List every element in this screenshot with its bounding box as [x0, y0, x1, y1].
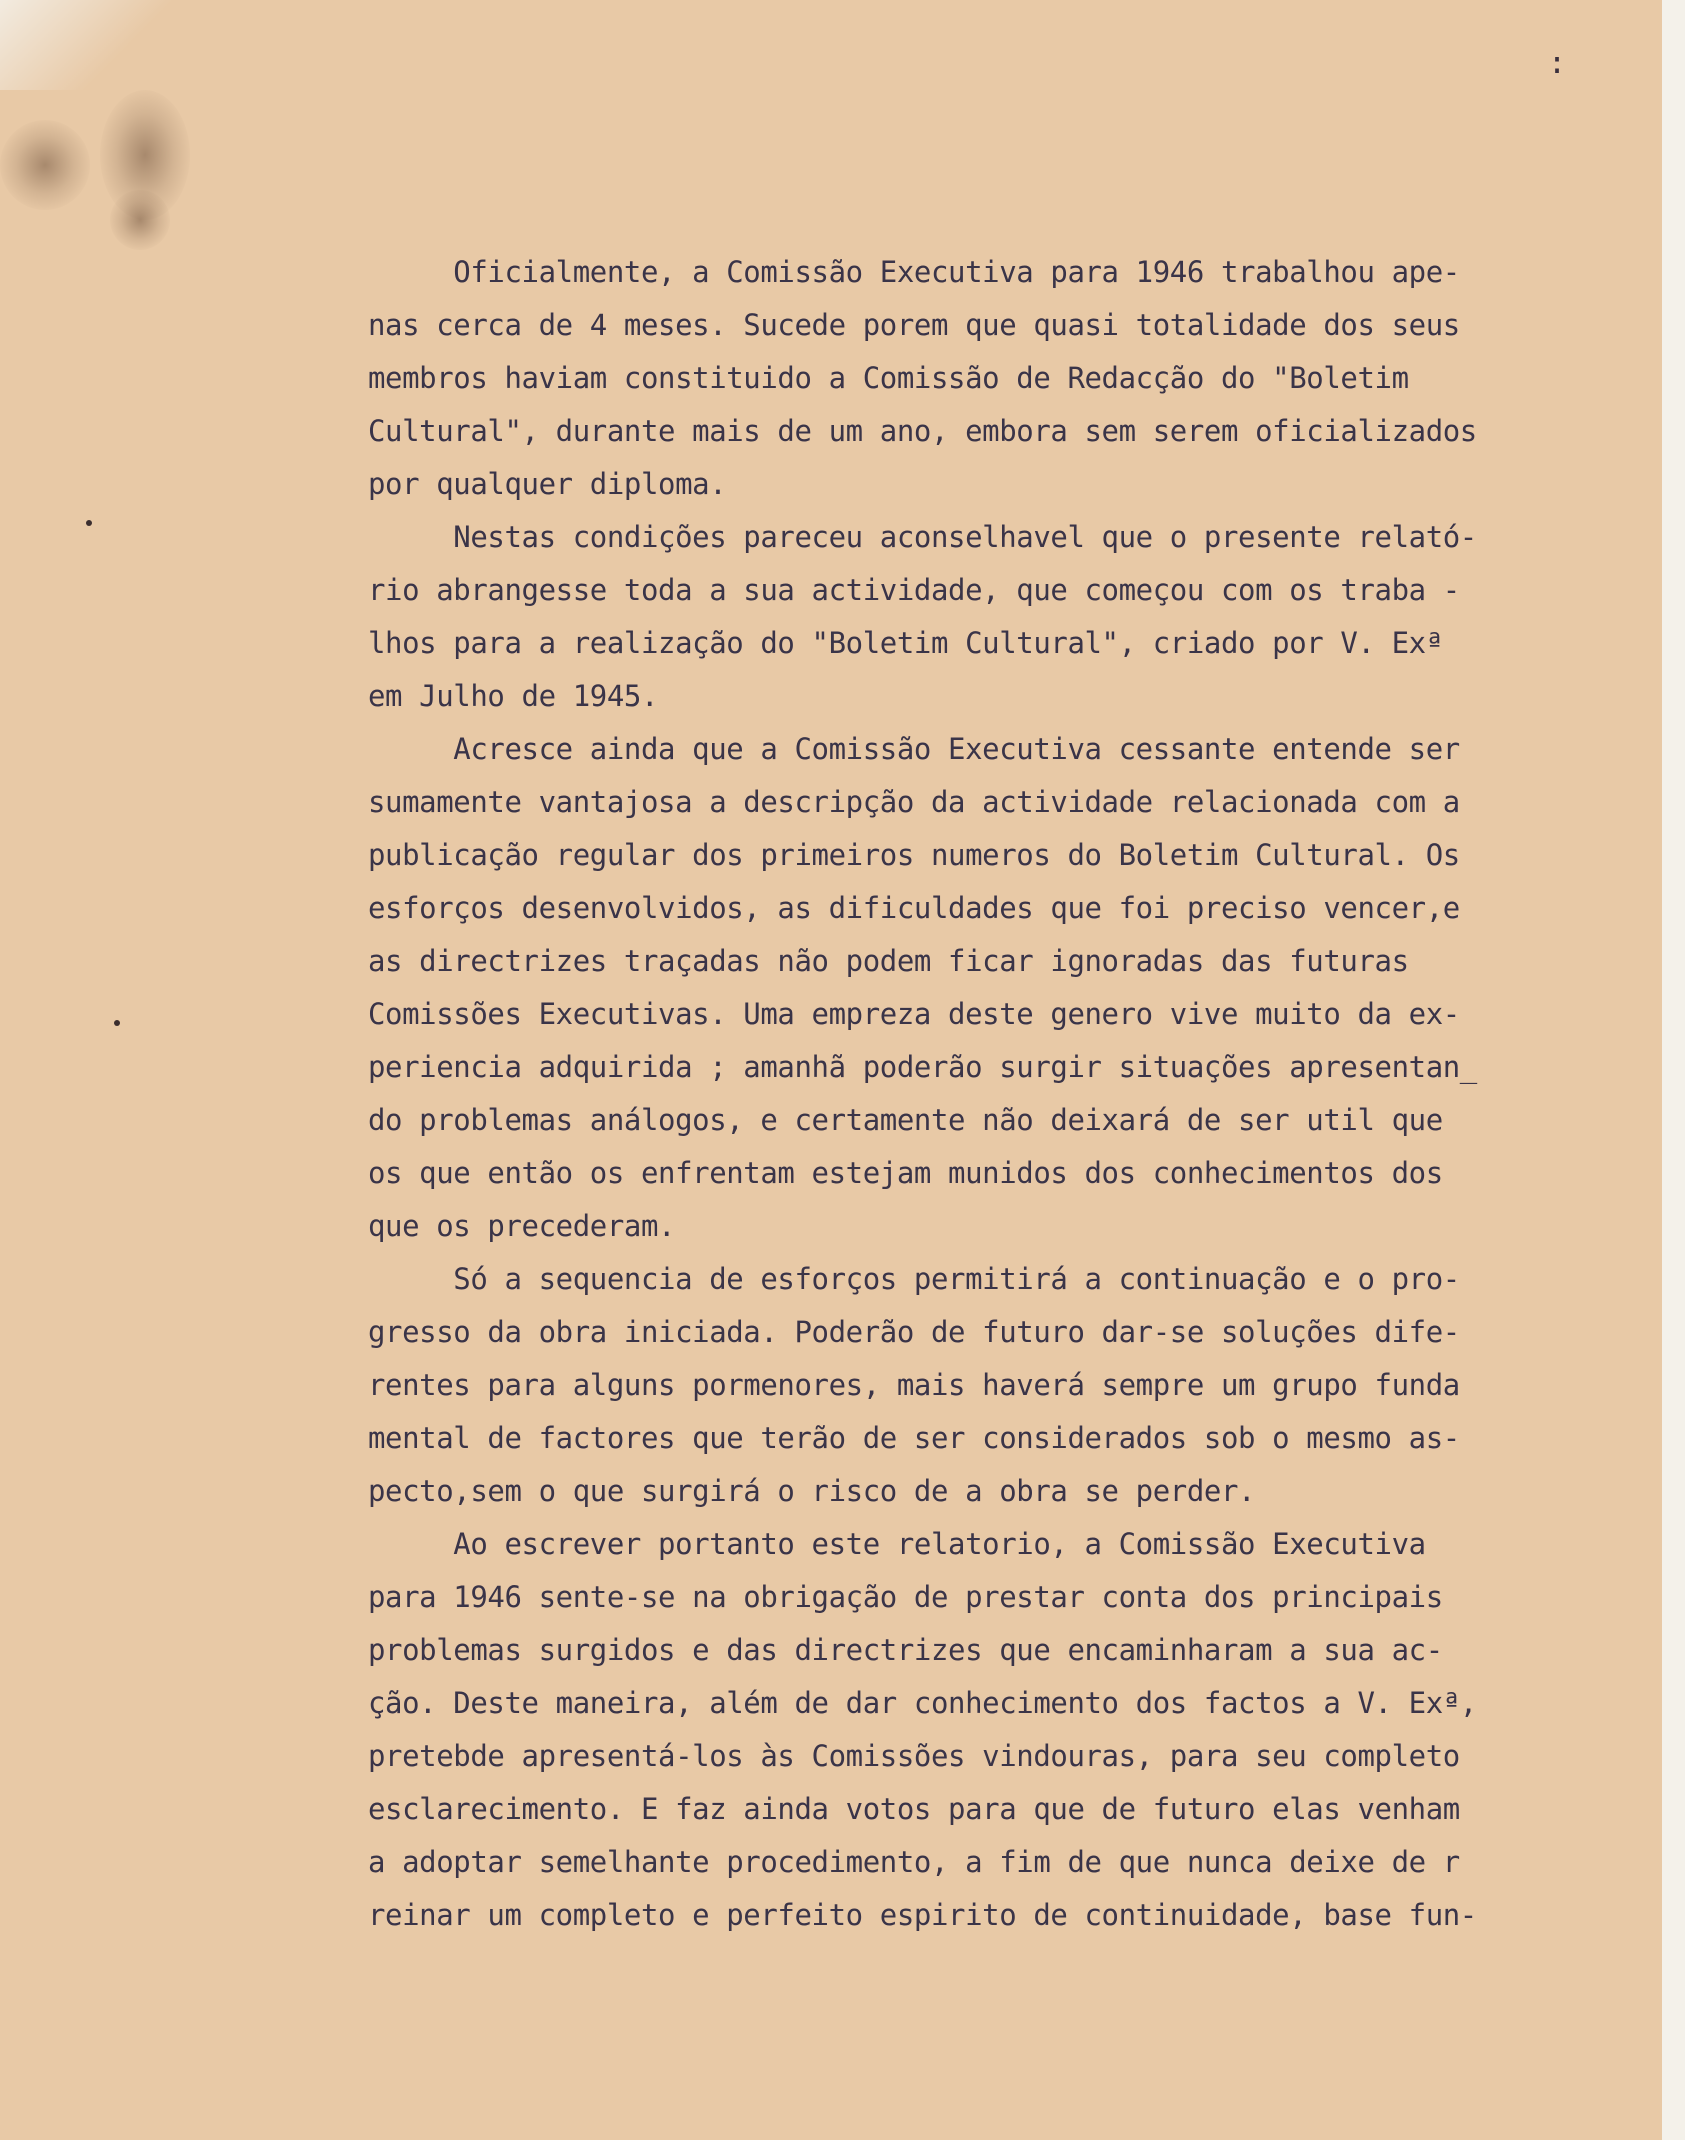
- text-line: Só a sequencia de esforços permitirá a continuação e o pro-: [368, 1262, 1460, 1296]
- text-line: Acresce ainda que a Comissão Executiva cessante entende ser: [368, 732, 1460, 766]
- stain-mark: [0, 120, 90, 210]
- text-line: publicação regular dos primeiros numeros do Boletim Cultural. Os: [368, 838, 1460, 872]
- text-line: para 1946 sente-se na obrigação de prestar conta dos principais: [368, 1580, 1443, 1614]
- text-line: rentes para alguns pormenores, mais haverá sempre um grupo funda: [368, 1368, 1460, 1402]
- text-line: esforços desenvolvidos, as dificuldades que foi preciso vencer,e: [368, 891, 1460, 925]
- text-line: pecto,sem o que surgirá o risco de a obra se perder.: [368, 1474, 1256, 1508]
- text-line: Ao escrever portanto este relatorio, a Comissão Executiva: [368, 1527, 1426, 1561]
- document-body: [368, 246, 1658, 1942]
- worn-corner: [0, 0, 200, 90]
- text-line: membros haviam constituido a Comissão de Redacção do "Boletim: [368, 361, 1409, 395]
- text-line: as directrizes traçadas não podem ficar ignoradas das futuras: [368, 944, 1409, 978]
- text-line: do problemas análogos, e certamente não deixará de ser util que: [368, 1103, 1443, 1137]
- text-line: esclarecimento. E faz ainda votos para que de futuro elas venham: [368, 1792, 1460, 1826]
- text-line: gresso da obra iniciada. Poderão de futuro dar-se soluções dife-: [368, 1315, 1460, 1349]
- text-line: por qualquer diploma.: [368, 467, 727, 501]
- text-line: mental de factores que terão de ser considerados sob o mesmo as-: [368, 1421, 1460, 1455]
- text-line: nas cerca de 4 meses. Sucede porem que quasi totalidade dos seus: [368, 308, 1460, 342]
- text-line: a adoptar semelhante procedimento, a fim de que nunca deixe de r: [368, 1845, 1460, 1879]
- page-mark: :: [1548, 46, 1567, 81]
- text-line: periencia adquirida ; amanhã poderão surgir situações apresentan_: [368, 1050, 1477, 1084]
- text-line: reinar um completo e perfeito espirito de continuidade, base fun-: [368, 1898, 1477, 1932]
- text-line: que os precederam.: [368, 1209, 676, 1243]
- text-line: Nestas condições pareceu aconselhavel que o presente relató-: [368, 520, 1477, 554]
- text-line: Oficialmente, a Comissão Executiva para 1946 trabalhou ape-: [368, 255, 1460, 289]
- text-line: Cultural", durante mais de um ano, embora sem serem oficializados: [368, 414, 1477, 448]
- text-line: pretebde apresentá-los às Comissões vindouras, para seu completo: [368, 1739, 1460, 1773]
- text-line: os que então os enfrentam estejam munidos dos conhecimentos dos: [368, 1156, 1443, 1190]
- ink-speck: [114, 1020, 120, 1026]
- text-line: em Julho de 1945.: [368, 679, 659, 713]
- text-line: Comissões Executivas. Uma empreza deste genero vive muito da ex-: [368, 997, 1460, 1031]
- text-line: lhos para a realização do "Boletim Cultural", criado por V. Exª: [368, 626, 1443, 660]
- ink-speck: [86, 520, 92, 526]
- text-line: rio abrangesse toda a sua actividade, que começou com os traba -: [368, 573, 1460, 607]
- text-line: problemas surgidos e das directrizes que encaminharam a sua ac-: [368, 1633, 1443, 1667]
- text-line: sumamente vantajosa a descripção da actividade relacionada com a: [368, 785, 1460, 819]
- stain-mark: [110, 190, 170, 250]
- text-line: ção. Deste maneira, além de dar conhecimento dos factos a V. Exª,: [368, 1686, 1477, 1720]
